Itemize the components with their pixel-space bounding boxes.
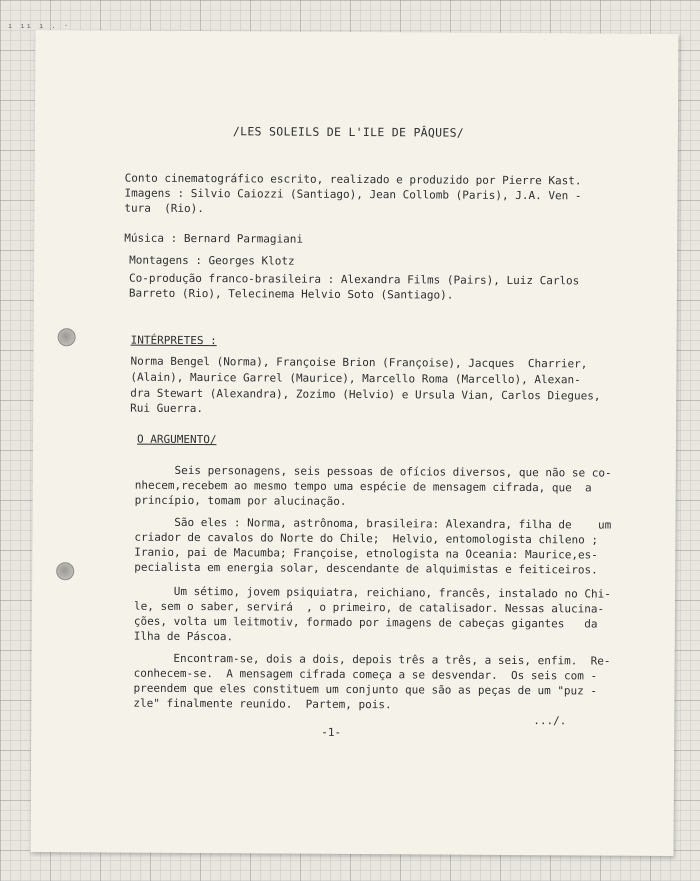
corner-marks: ı ıı ı . · bbox=[8, 22, 71, 30]
interpretes-line-1: Norma Bengel (Norma), Françoise Brion (Françoise), Jacques Charrier, bbox=[130, 354, 588, 371]
argument-p4-line-3: preendem que eles constituem um conjunto que são as peças de um "puz - bbox=[133, 681, 598, 698]
document-page bbox=[30, 30, 678, 856]
argument-p4-line-2: conhecem-se. A mensagem cifrada começa a se desvendar. Os seis com - bbox=[133, 666, 598, 683]
credits-line-2: Imagens : Silvio Caiozzi (Santiago), Jean Collomb (Paris), J.A. Ven - bbox=[124, 186, 582, 203]
argument-p2-line-1: São eles : Norma, astrônoma, brasileira: Alexandra, filha de um bbox=[134, 515, 612, 532]
argument-p1-line-1: Seis personagens, seis pessoas de ofícios diversos, que não se co- bbox=[134, 463, 612, 480]
argument-p3-line-3: ções, volta um leitmotiv, formado por imagens de cabeças gigantes da bbox=[133, 614, 598, 631]
argument-p1-line-3: princípio, tomam por alucinação. bbox=[134, 493, 347, 508]
argument-heading: O ARGUMENTO/ bbox=[136, 432, 217, 447]
music-credit: Música : Bernard Parmagiani bbox=[124, 231, 304, 246]
coproduction-line-1: Co-produção franco-brasileira : Alexandra Films (Pairs), Luiz Carlos bbox=[128, 271, 580, 288]
argument-p3-line-4: Ilha de Páscoa. bbox=[133, 629, 234, 644]
coproduction-line-2: Barreto (Rio), Telecinema Helvio Soto (Santiago). bbox=[128, 286, 454, 302]
argument-p3-line-1: Um sétimo, jovem psiquiatra, reichiano, francês, instalado no Chi- bbox=[134, 584, 611, 601]
argument-p4-line-4: zle" finalmente reunido. Partem, pois. bbox=[133, 696, 392, 712]
interpretes-heading: INTÉRPRETES : bbox=[130, 333, 217, 348]
page-number: -1- bbox=[321, 725, 342, 739]
argument-p2-line-3: Iranio, pai de Macumba; Françoise, etnologista na Oceania: Maurice,es- bbox=[134, 545, 598, 562]
document-title: /LES SOLEILS DE L'ILE DE PÂQUES/ bbox=[232, 124, 465, 140]
interpretes-line-3: dra Stewart (Alexandra), Zozimo (Helvio) e Ursula Vian, Carlos Diegues, bbox=[130, 386, 601, 403]
punch-hole-top bbox=[58, 328, 76, 346]
credits-line-3: tura (Rio). bbox=[124, 201, 204, 216]
argument-p4-line-1: Encontram-se, dois a dois, depois três a três, a seis, enfim. Re- bbox=[133, 651, 611, 668]
credits-line-1: Conto cinematográfico escrito, realizado e produzido por Pierre Kast. bbox=[124, 171, 582, 188]
interpretes-line-2: (Alain), Maurice Garrel (Maurice), Marcello Roma (Marcello), Alexan- bbox=[130, 370, 581, 387]
argument-p1-line-2: nhecem,recebem ao mesmo tempo uma espécie de mensagem cifrada, que a bbox=[134, 478, 592, 495]
interpretes-line-4: Rui Guerra. bbox=[130, 401, 204, 416]
argument-p2-line-4: pecialista em energia solar, descendante de alquimistas e feiticeiros. bbox=[134, 560, 598, 577]
argument-p3-line-2: le, sem o saber, servirá , o primeiro, de catalisador. Nessas alucina- bbox=[133, 599, 605, 616]
montage-credit: Montagens : Georges Klotz bbox=[129, 253, 295, 268]
continued-mark: .../. bbox=[533, 714, 567, 728]
argument-p2-line-2: criador de cavalos do Norte do Chile; Helvio, entomologista chileno ; bbox=[134, 530, 599, 547]
punch-hole-bottom bbox=[56, 562, 74, 580]
